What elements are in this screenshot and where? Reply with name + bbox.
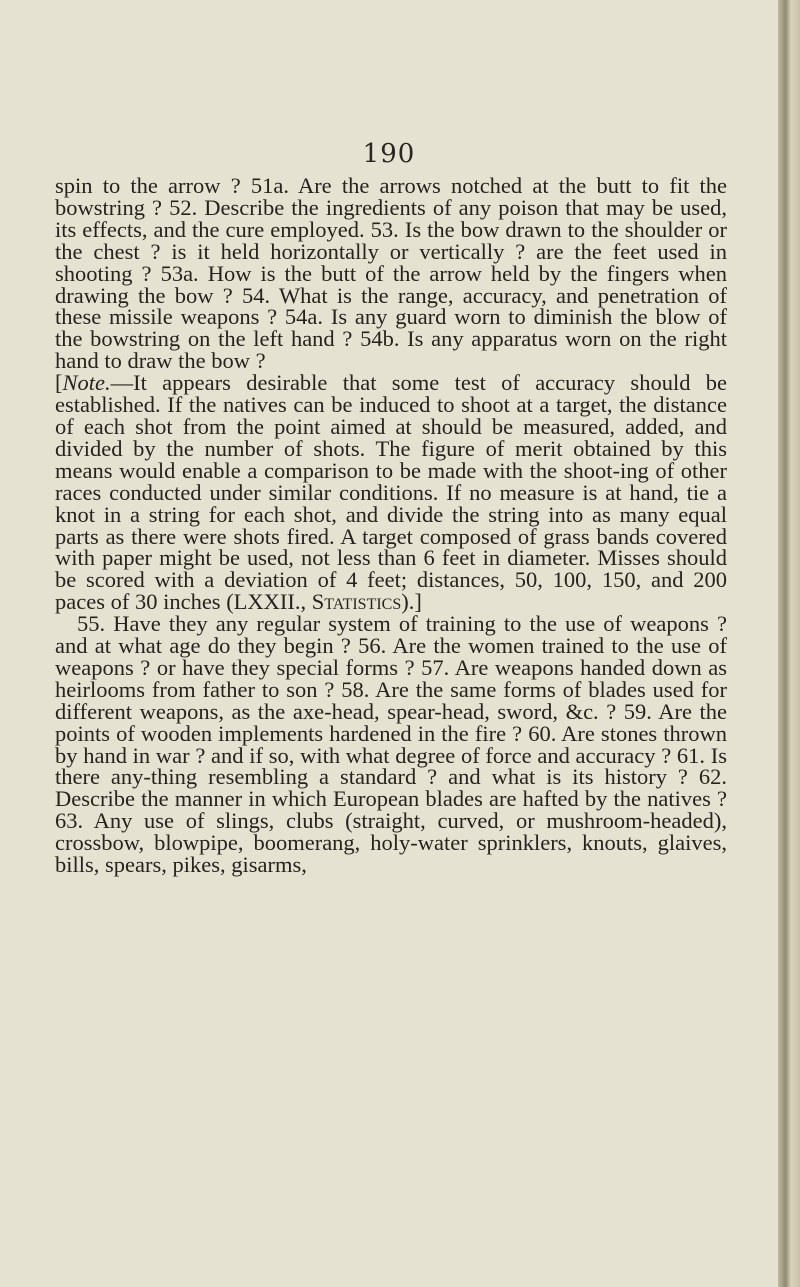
- note-text: —It appears desirable that some test of accuracy should be established. If the natives can be induced to shoot at a target, the distance of each shot from the point aimed at should be measured, added, and divided by the number of shots. The figure of merit obtained by this means would enable a comparison to be made with the shoot-ing of other races conducted under similar conditions. If no measure is at hand, tie a knot in a string for each shot, and divide the string into as many equal parts as there were shots fired. A target composed of grass bands covered with paper might be used, not less than 6 feet in diameter. Misses should be scored with a deviation of 4 feet; distances, 50, 100, 150, and 200 paces of 30 inches (LXXII.,: [55, 370, 727, 615]
- note-label: Note.: [62, 370, 111, 396]
- note-close: ).]: [401, 589, 422, 615]
- paragraph-note: [55, 372, 727, 613]
- paragraph-questions-51-54: spin to the arrow ? 51a. Are the arrows notched at the butt to fit the bowstring ? 52. Describe the ingredients of any poison that may be used, its effects, and the cure employed. 53. Is the bow drawn to the shoulder or the chest ? is it held horizontally or vertically ? are the feet used in shooting ? 53a. How is the butt of the arrow held by the fingers when drawing the bow ? 54. What is the range, accuracy, and penetration of these missile weapons ? 54a. Is any guard worn to diminish the blow of the bowstring on the left hand ? 54b. Is any apparatus worn on the right hand to draw the bow ?: [55, 173, 727, 374]
- note-open-bracket: [: [55, 370, 63, 396]
- body-text: [55, 175, 727, 876]
- paragraph-questions-55-63: 55. Have they any regular system of training to the use of weapons ? and at what age do they begin ? 56. Are the women trained to the use of weapons ? or have they special forms ? 57. Are weapons handed down as heirlooms from father to son ? 58. Are the same forms of blades used for different weapons, as the axe-head, spear-head, sword, &c. ? 59. Are the points of wooden implements hardened in the fire ? 60. Are stones thrown by hand in war ? and if so, with what degree of force and accuracy ? 61. Is there any-thing resembling a standard ? and what is its history ? 62. Describe the manner in which European blades are hafted by the natives ? 63. Any use of slings, clubs (straight, curved, or mushroom-headed), crossbow, blowpipe, boomerang, holy-water sprinklers, knouts, glaives, bills, spears, pikes, gisarms,: [55, 611, 727, 878]
- note-reference: Statistics: [311, 589, 402, 615]
- page-number: 190: [362, 139, 416, 169]
- page-edge-shadow: [778, 0, 800, 1287]
